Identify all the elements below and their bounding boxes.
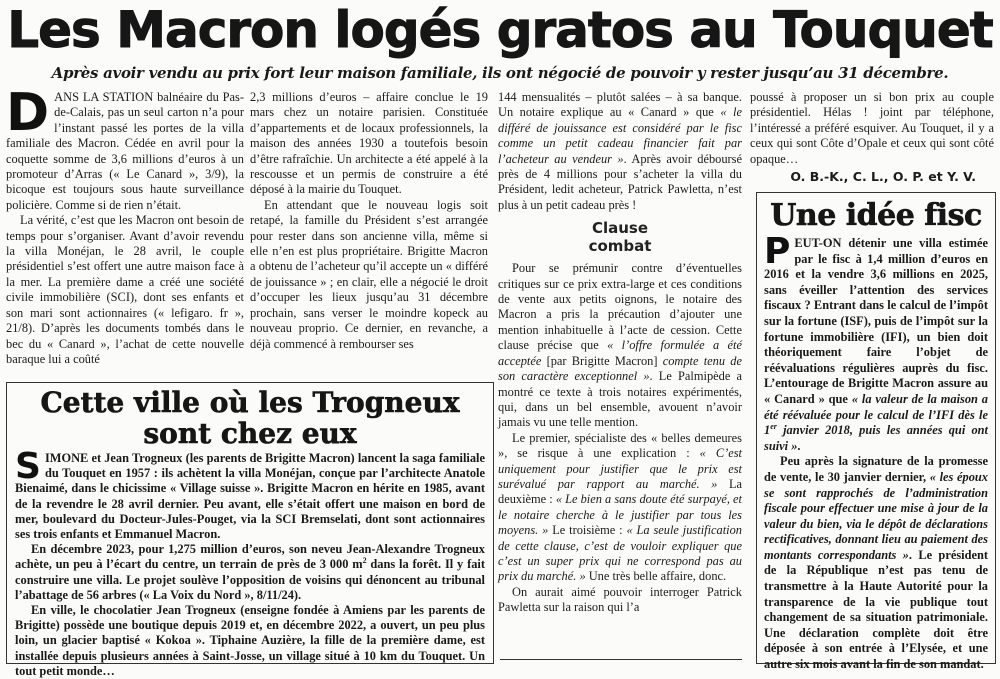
quote: compte tenu de son caractère exceptionnel » (498, 353, 742, 384)
box-body (7, 446, 493, 679)
paragraph-text: Une très belle affaire, donc. (585, 569, 727, 584)
quote: « les époux se sont rapprochés de l’administration fiscale pour effectuer une mise à jour de la valeur du bien, via le dépôt de déclarations rectificatives, donnant lieu au paiement des montants correspondants » (764, 469, 988, 562)
paragraph (15, 446, 485, 542)
paragraph-text: La deuxième : (498, 476, 743, 507)
paragraph (498, 261, 742, 430)
paragraph: En attendant que le nouveau logis soit retapé, la famille du Président s’est arrangée pour rester dans son ancienne villa, même si elle n’en est plus propriétaire. Brigitte Macron a obtenu de l’acheteur qu’il accepte un « différé de jouissance » ; en clair, elle a négocié le droit d’occuper les lieux jusqu’au 31 décembre prochain, sans verser le moindre kopeck au nouveau proprio. Ce dernier, en revanche, a déjà commencé à rembourser ses (250, 197, 488, 351)
paragraph: On aurait aimé pouvoir interroger Patrick Pawletta sur la raison qui l’a (498, 584, 742, 615)
paragraph-text: Le premier, spécialiste des « belles demeures », se risque à une explication : (498, 430, 742, 461)
drop-cap: S (15, 446, 41, 487)
headline: Les Macron logés gratos au Touquet (7, 1, 993, 59)
article-column-3 (498, 90, 742, 616)
superscript: 2 (362, 556, 367, 566)
box-title: Cette ville où les Trogneux sont chez eux (40, 386, 460, 450)
paragraph-text: . Le président de la République n’est pas tenu de transmettre à la Haute Autorité pour la transparence de la vie publique tout changement de sa situation patrimoniale. Une déclaration complète doit être déposée à son entrée à l’Elysée, et une autre six mois avant la fin de son mandat. (764, 547, 988, 672)
paragraph-text: . Le Palmipède a montré ce texte à trois notaires expérimentés, qui, dans un bel ensemble, avouent n’avoir jamais vu une telle mention. (498, 369, 742, 430)
box-body (757, 231, 995, 673)
quote-text: « la valeur de la maison a été réévaluée pour le calcul de l’IFI dès le 1 (764, 391, 989, 438)
subheadline: Après avoir vendu au prix fort leur maison familiale, ils ont négocié de pouvoir y rester jusqu’au 31 décembre. (51, 64, 949, 82)
paragraph-text: Peu après la signature de la promesse de vente, le 30 janvier dernier, (764, 454, 988, 484)
drop-cap: D (6, 90, 50, 143)
paragraph: 2,3 millions d’euros – affaire conclue le 19 mars chez un notaire parisien. Constituée d’appartements et de locaux professionnels, la maison des années 1930 a toutefois besoin d’être rafraîchie. Un architecte a été appelé à la rescousse et un permis de construire a été déposé à la mairie du Touquet. (250, 90, 488, 197)
quote: « La seule justification de cette clause, c’est de vouloir expliquer que c’est un super prix qui ne correspond pas au prix du marché. » (498, 523, 742, 584)
paragraph-text: . (797, 438, 801, 453)
paragraph-text: . Après avoir déboursé près de 4 millions pour s’acheter la villa du Président, ledit acheteur, Patrick Pawletta, n’est plus à un petit cadeau près ! (498, 151, 742, 212)
superscript: er (770, 422, 777, 431)
article-column-1 (6, 90, 244, 378)
sidebar-box-trogneux (6, 382, 494, 678)
paragraph-text: Le troisième : (548, 523, 627, 538)
section-subtitle: Clause combat (588, 219, 652, 256)
paragraph-text: Pour se prémunir contre d’éventuelles critiques sur ce prix extra-large et ces conditions de vente aux petits oignons, le notaire des Macron a pris la précaution d’ajouter une mention inhabituelle à l’acte de cession. Cette clause précise que (498, 261, 742, 353)
byline-signature: O. B.-K., C. L., O. P. et Y. V. (790, 169, 976, 185)
paragraph (15, 542, 485, 603)
paragraph-text: IMONE et Jean Trogneux (les parents de Brigitte Macron) lancent la saga familiale du Touquet en 1957 : ils achètent la villa Monéjan, conçue par l’architecte Anatole Bienaimé, dans le chicissime « Village suisse ». Brigitte Macron en hérite en 1985, avant de la revendre le 28 avril dernier. Peu avant, elle s’était offert une maison en bord de mer, boulevard du Docteur-Jules-Pouget, via la SCI Bremselati, dont sont actionnaires ses trois enfants et Emmanuel Macron. (15, 451, 485, 542)
box-title: Une idée fisc (770, 198, 982, 233)
paragraph: En ville, le chocolatier Jean Trogneux (enseigne fondée à Amiens par les parents de Brigitte) possède une boutique depuis 2019 et, en décembre 2022, a ouvert, un peu plus loin, un glacier baptisé « Kokoa ». Tiphaine Auzière, la fille de la première dame, est installée depuis plusieurs années à Saint-Josse, un village situé à 10 km du Touquet. Un tout petit monde… (15, 603, 485, 678)
paragraph-text: 144 mensualités – plutôt salées – à sa banque. Un notaire explique au « Canard » que (498, 90, 742, 120)
paragraph (498, 431, 742, 585)
quote: « le différé de jouissance est considéré par le fisc comme un petit cadeau financier fait par l’acheteur au vendeur » (498, 105, 742, 166)
paragraph-text: EUT-ON détenir une villa estimée par le fisc à 1,4 million d’euros en 2016 et la vendre 3,6 millions en 2025, sans éveiller l’attention des services fiscaux ? Entrant dans le calcul de l’impôt sur la fortune (ISF), puis de l’impôt sur la fortune immobilière (IFI), un bien doit théoriquement faire l’objet de réévaluations régulières auprès du fisc. L’entourage de Brigitte Macron assure au « Canard » que (764, 236, 988, 406)
paragraph: La vérité, c’est que les Macron ont besoin de temps pour s’organiser. Avant d’avoir revendu la villa Monéjan, le 28 avril, le couple présidentiel s’est offert une autre maison face à la mer. La première dame a créé une société civile immobilière (SCI), dont ses enfants et son mari sont actionnaires (« lefigaro. fr », 21/8). D’après les documents tombés dans le bec du « Canard », l’achat de cette nouvelle baraque lui a coûté (6, 213, 244, 366)
paragraph (498, 90, 742, 213)
drop-cap: P (764, 231, 791, 272)
sidebar-box-fisc (756, 192, 996, 672)
paragraph-text: ANS LA STATION balnéaire du Pas-de-Calais, pas un seul carton n’a pour l’instant passé les portes de la villa familiale des Macron. Cédée en avril pour la coquette somme de 3,6 millions d’euros à un promoteur d’Arras (« Le Canard », 3/9), la bicoque est toujours sous haute surveillance policière. Comme si de rien n’était. (6, 90, 244, 212)
paragraph-text: En décembre 2023, pour 1,275 million d’euros, son neveu Jean-Alexandre Trogneux achète, un peu à l’écart du centre, un terrain de près de 3 000 m (15, 542, 485, 572)
article-column-4 (750, 90, 994, 184)
quote: « C’est uniquement pour justifier que le prix est surévalué par rapport au marché. » (498, 446, 742, 491)
paragraph: poussé à proposer un si bon prix au couple présidentiel. Hélas ! joint par téléphone, l’intéressé a préféré esquiver. Au Touquet, il y a ceux qui sont Côte d’Opale et ceux qui sont côté opaque… (750, 90, 994, 166)
paragraph-text: dans la forêt. Il y fait construire une villa. Le projet soulève l’opposition de voisins qui dénoncent au tribunal l’abattage de 56 arbres (« La Voix du Nord », 8/11/24). (15, 557, 485, 602)
paragraph (6, 90, 244, 213)
paragraph-text: [par Brigitte Macron] (541, 353, 663, 368)
quote-text: janvier 2018, puis les années qui ont suivi » (764, 423, 988, 453)
quote: « Le bien a sans doute été surpayé, et le notaire cherche à le justifier par tous les moyens. » (498, 492, 742, 538)
column-end-rule (500, 659, 742, 660)
paragraph (764, 454, 988, 672)
paragraph (764, 231, 989, 454)
article-column-2 (250, 90, 488, 378)
quote: « l’offre formulée a été acceptée (498, 338, 742, 368)
